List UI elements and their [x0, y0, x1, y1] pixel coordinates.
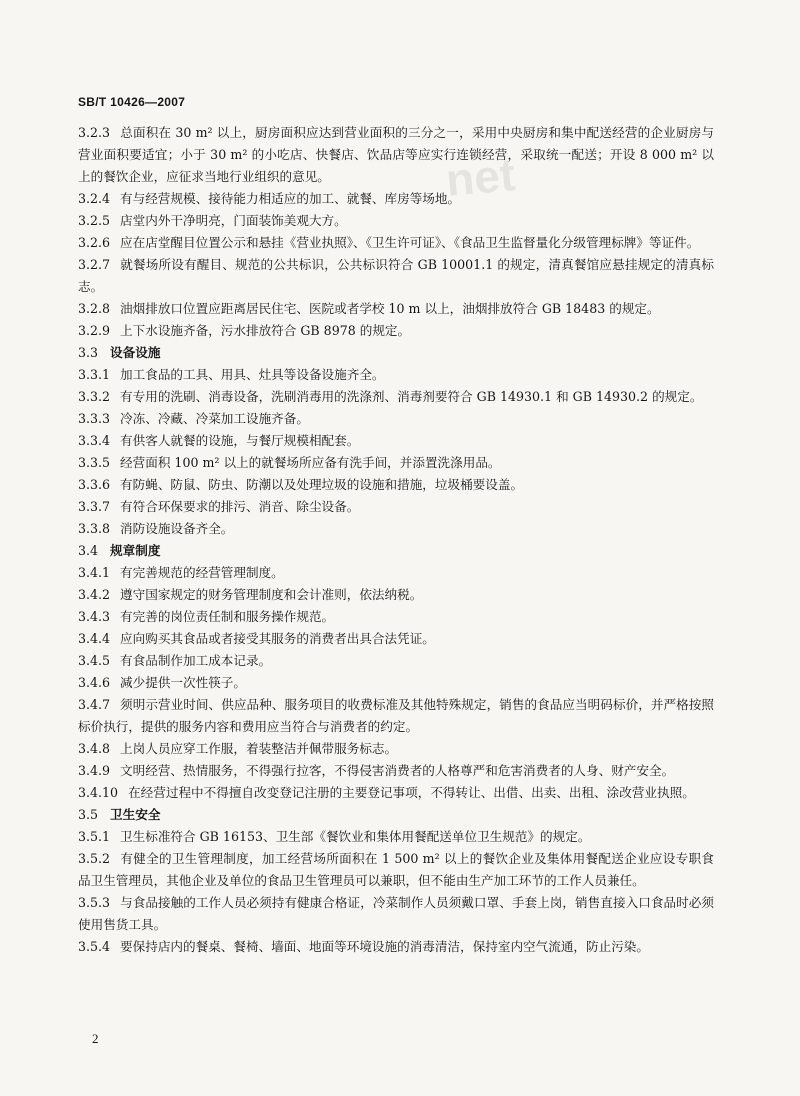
clause-paragraph	[78, 936, 714, 958]
clause-text: 遵守国家规定的财务管理制度和会计准则，依法纳税。	[120, 587, 423, 602]
clause-text: 总面积在 30 m² 以上，厨房面积应达到营业面积的三分之一，采用中央厨房和集中配送经营的企业厨房与营业面积要适宜；小于 30 m² 的小吃店、快餐店、饮品店等应实行连锁经营，采取统一配送；开设 8 000 m² 以上的餐饮企业，应征求当地行业组织的意见。	[78, 125, 714, 184]
clause-text: 上岗人员应穿工作服，着装整洁并佩带服务标志。	[120, 741, 398, 756]
clause-paragraph	[78, 584, 714, 606]
clause-paragraph	[78, 188, 714, 210]
clause-paragraph	[78, 672, 714, 694]
clause-number: 3.3.8	[78, 521, 111, 536]
clause-text: 经营面积 100 m² 以上的就餐场所应备有洗手间，并添置洗涤用品。	[120, 455, 501, 470]
clause-number: 3.4.1	[78, 565, 111, 580]
clause-paragraph	[78, 474, 714, 496]
clause-number: 3.4.5	[78, 653, 111, 668]
clause-number: 3.5	[78, 807, 99, 822]
clause-paragraph	[78, 518, 714, 540]
clause-number: 3.3.3	[78, 411, 111, 426]
clause-paragraph	[78, 738, 714, 760]
clause-text: 应在店堂醒目位置公示和悬挂《营业执照》、《卫生许可证》、《食品卫生监督量化分级管理标牌》等证件。	[120, 235, 700, 250]
clause-number: 3.4.3	[78, 609, 111, 624]
section-title: 设备设施	[110, 345, 161, 360]
clause-paragraph	[78, 496, 714, 518]
clause-text: 有防蝇、防鼠、防虫、防潮以及处理垃圾的设施和措施，垃圾桶要设盖。	[120, 477, 524, 492]
clause-number: 3.3.6	[78, 477, 111, 492]
clause-text: 有完善规范的经营管理制度。	[120, 565, 284, 580]
clause-paragraph	[78, 606, 714, 628]
clause-number: 3.3	[78, 345, 99, 360]
clause-number: 3.5.2	[78, 851, 111, 866]
clause-number: 3.4.10	[78, 785, 119, 800]
clause-text: 店堂内外干净明亮，门面装饰美观大方。	[120, 213, 347, 228]
clause-number: 3.5.3	[78, 895, 111, 910]
clause-number: 3.3.7	[78, 499, 111, 514]
clause-text: 卫生标准符合 GB 16153、卫生部《餐饮业和集体用餐配送单位卫生规范》的规定。	[120, 829, 591, 844]
clause-number: 3.4.9	[78, 763, 111, 778]
clause-text: 上下水设施齐备，污水排放符合 GB 8978 的规定。	[120, 323, 411, 338]
clause-paragraph	[78, 826, 714, 848]
clause-number: 3.3.2	[78, 389, 111, 404]
clause-number: 3.2.5	[78, 213, 111, 228]
clause-text: 油烟排放口位置应距离居民住宅、医院或者学校 10 m 以上，油烟排放符合 GB 18483 的规定。	[120, 301, 660, 316]
clause-text: 与食品接触的工作人员必须持有健康合格证，冷菜制作人员须戴口罩、手套上岗，销售直接入口食品时必须使用售货工具。	[78, 895, 714, 932]
clause-text: 就餐场所设有醒目、规范的公共标识，公共标识符合 GB 10001.1 的规定，清真餐馆应悬挂规定的清真标志。	[78, 257, 714, 294]
clause-paragraph	[78, 210, 714, 232]
clause-number: 3.2.6	[78, 235, 111, 250]
clause-paragraph	[78, 452, 714, 474]
clause-text: 冷冻、冷藏、冷菜加工设施齐备。	[120, 411, 309, 426]
clause-number: 3.4.2	[78, 587, 111, 602]
page-number: 2	[92, 1031, 99, 1046]
clause-text: 有完善的岗位责任制和服务操作规范。	[120, 609, 335, 624]
clause-number: 3.2.4	[78, 191, 111, 206]
clause-paragraph	[78, 386, 714, 408]
document-id-header: SB/T 10426—2007	[78, 95, 186, 109]
clause-paragraph	[78, 694, 714, 738]
clause-paragraph	[78, 562, 714, 584]
clause-text: 减少提供一次性筷子。	[120, 675, 246, 690]
clause-text: 有食品制作加工成本记录。	[120, 653, 272, 668]
clause-paragraph	[78, 254, 714, 298]
watermark: net	[443, 148, 518, 206]
section-heading	[78, 804, 714, 826]
clause-paragraph	[78, 628, 714, 650]
section-heading	[78, 540, 714, 562]
clause-text: 要保持店内的餐桌、餐椅、墙面、地面等环境设施的消毒清洁，保持室内空气流通，防止污染。	[120, 939, 649, 954]
section-heading	[78, 342, 714, 364]
clause-text: 有专用的洗刷、消毒设备，洗刷消毒用的洗涤剂、消毒剂要符合 GB 14930.1 和 GB 14930.2 的规定。	[120, 389, 703, 404]
clause-paragraph	[78, 364, 714, 386]
section-title: 规章制度	[110, 543, 161, 558]
clause-paragraph	[78, 408, 714, 430]
clause-text: 有健全的卫生管理制度，加工经营场所面积在 1 500 m² 以上的餐饮企业及集体用餐配送企业应设专职食品卫生管理员，其他企业及单位的食品卫生管理员可以兼职，但不能由生产加工环节的工作人员兼任。	[78, 851, 714, 888]
section-title: 卫生安全	[110, 807, 161, 822]
clause-number: 3.4.8	[78, 741, 111, 756]
clause-number: 3.2.7	[78, 257, 111, 272]
clause-number: 3.5.4	[78, 939, 111, 954]
clause-number: 3.3.4	[78, 433, 111, 448]
clause-paragraph	[78, 122, 714, 188]
clause-text: 加工食品的工具、用具、灶具等设备设施齐全。	[120, 367, 385, 382]
clause-text: 有符合环保要求的排污、消音、除尘设备。	[120, 499, 360, 514]
clause-text: 消防设施设备齐全。	[120, 521, 234, 536]
clause-text: 在经营过程中不得擅自改变登记注册的主要登记事项，不得转让、出借、出卖、出租、涂改营业执照。	[128, 785, 695, 800]
clause-number: 3.4.4	[78, 631, 111, 646]
clause-number: 3.2.9	[78, 323, 111, 338]
clause-number: 3.3.1	[78, 367, 111, 382]
document-body	[78, 122, 714, 958]
clause-paragraph	[78, 232, 714, 254]
clause-paragraph	[78, 650, 714, 672]
clause-paragraph	[78, 430, 714, 452]
clause-number: 3.5.1	[78, 829, 111, 844]
clause-number: 3.2.8	[78, 301, 111, 316]
clause-number: 3.2.3	[78, 125, 111, 140]
clause-paragraph	[78, 298, 714, 320]
clause-paragraph	[78, 760, 714, 782]
clause-number: 3.4	[78, 543, 99, 558]
clause-number: 3.4.7	[78, 697, 111, 712]
clause-number: 3.3.5	[78, 455, 111, 470]
clause-text: 有与经营规模、接待能力相适应的加工、就餐、库房等场地。	[120, 191, 461, 206]
clause-paragraph	[78, 782, 714, 804]
clause-paragraph	[78, 320, 714, 342]
clause-text: 应向购买其食品或者接受其服务的消费者出具合法凭证。	[120, 631, 435, 646]
clause-text: 须明示营业时间、供应品种、服务项目的收费标准及其他特殊规定，销售的食品应当明码标价，并严格按照标价执行，提供的服务内容和费用应当符合与消费者的约定。	[78, 697, 714, 734]
clause-paragraph	[78, 848, 714, 892]
clause-text: 有供客人就餐的设施，与餐厅规模相配套。	[120, 433, 360, 448]
clause-number: 3.4.6	[78, 675, 111, 690]
clause-text: 文明经营、热情服务，不得强行拉客，不得侵害消费者的人格尊严和危害消费者的人身、财产安全。	[120, 763, 675, 778]
clause-paragraph	[78, 892, 714, 936]
